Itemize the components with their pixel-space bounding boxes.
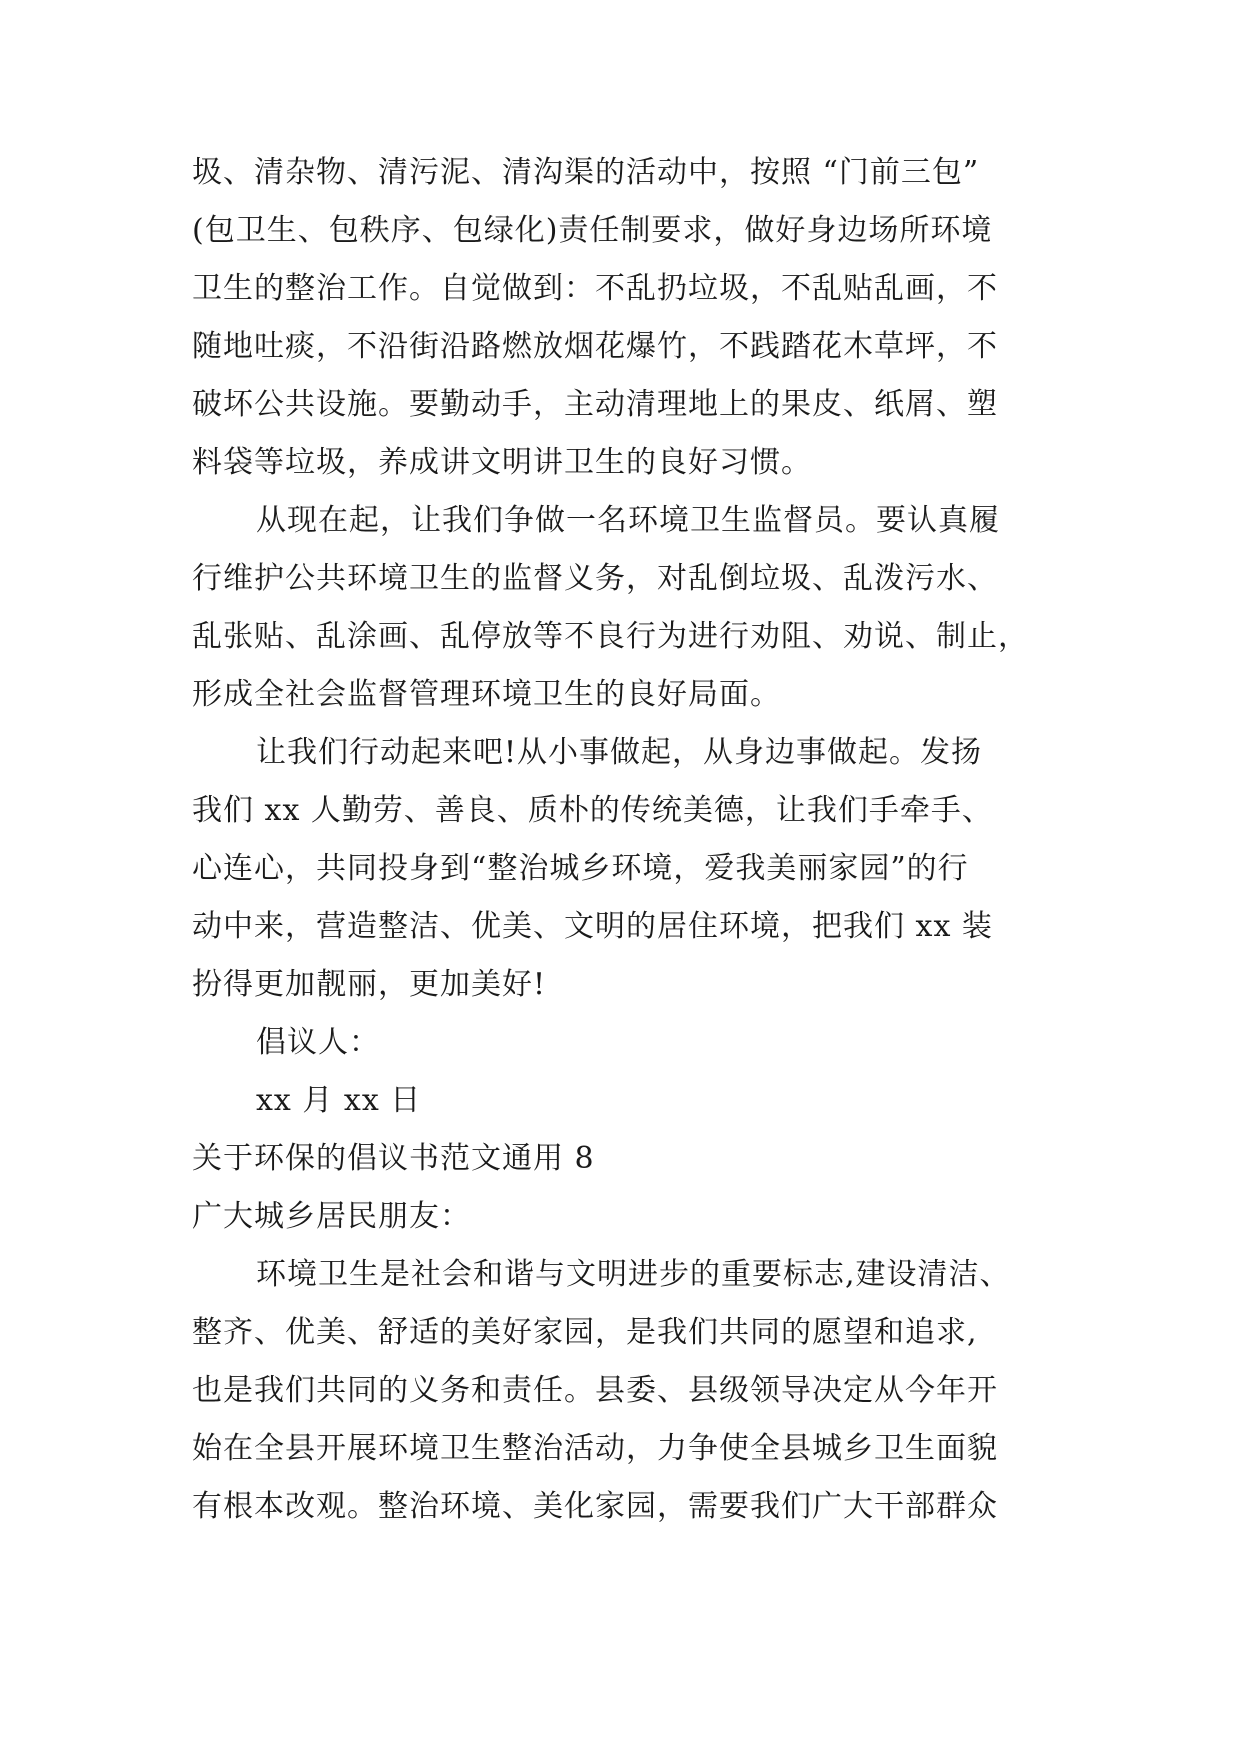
paragraph-line: 随地吐痰，不沿街沿路燃放烟花爆竹，不践踏花木草坪，不 <box>192 329 998 364</box>
paragraph-line: 有根本改观。整治环境、美化家园，需要我们广大干部群众 <box>192 1489 998 1524</box>
signature-label: 倡议人： <box>256 1025 380 1060</box>
paragraph-line: 从现在起，让我们争做一名环境卫生监督员。要认真履 <box>256 503 1000 538</box>
paragraph-line: 心连心，共同投身到“整治城乡环境，爱我美丽家园”的行 <box>192 851 969 886</box>
signature-date: xx 月 xx 日 <box>256 1083 422 1118</box>
section-title: 关于环保的倡议书范文通用 8 <box>192 1141 595 1176</box>
paragraph-line: 让我们行动起来吧!从小事做起，从身边事做起。发扬 <box>256 735 983 770</box>
paragraph-line: (包卫生、包秩序、包绿化)责任制要求，做好身边场所环境 <box>192 213 993 248</box>
paragraph-line: 动中来，营造整洁、优美、文明的居住环境，把我们 xx 装 <box>192 909 993 944</box>
paragraph-line: 环境卫生是社会和谐与文明进步的重要标志,建设清洁、 <box>256 1257 1011 1292</box>
paragraph-line: 我们 xx 人勤劳、善良、质朴的传统美德，让我们手牵手、 <box>192 793 993 828</box>
paragraph-line: 卫生的整治工作。自觉做到：不乱扔垃圾，不乱贴乱画，不 <box>192 271 998 306</box>
paragraph-line: 始在全县开展环境卫生整治活动，力争使全县城乡卫生面貌 <box>192 1431 998 1466</box>
salutation: 广大城乡居民朋友： <box>192 1199 471 1234</box>
paragraph-line: 扮得更加靓丽，更加美好! <box>192 967 547 1002</box>
paragraph-line: 乱张贴、乱涂画、乱停放等不良行为进行劝阻、劝说、制止， <box>192 619 1029 654</box>
paragraph-line: 破坏公共设施。要勤动手，主动清理地上的果皮、纸屑、塑 <box>192 387 998 422</box>
paragraph-line: 行维护公共环境卫生的监督义务，对乱倒垃圾、乱泼污水、 <box>192 561 998 596</box>
paragraph-line: 整齐、优美、舒适的美好家园，是我们共同的愿望和追求, <box>192 1315 978 1350</box>
paragraph-line: 料袋等垃圾，养成讲文明讲卫生的良好习惯。 <box>192 445 812 480</box>
paragraph-line: 圾、清杂物、清污泥、清沟渠的活动中，按照 “门前三包” <box>192 155 980 190</box>
paragraph-line: 也是我们共同的义务和责任。县委、县级领导决定从今年开 <box>192 1373 998 1408</box>
paragraph-line: 形成全社会监督管理环境卫生的良好局面。 <box>192 677 781 712</box>
